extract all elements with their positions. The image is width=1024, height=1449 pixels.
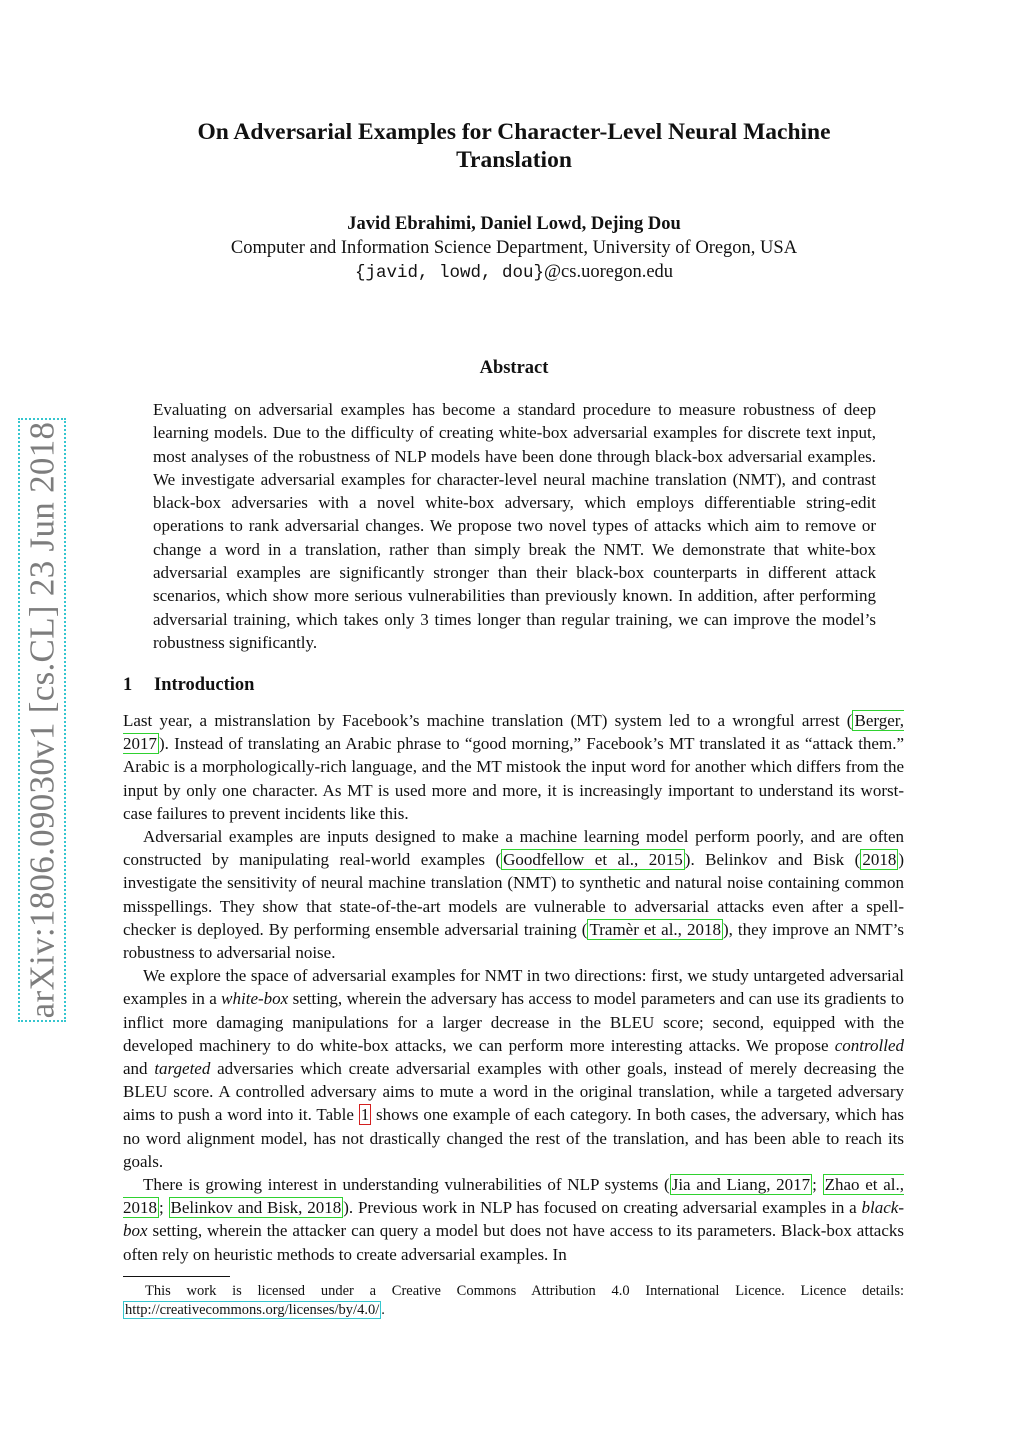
license-url-link[interactable]: http://creativecommons.org/licenses/by/4.0/ bbox=[125, 1302, 380, 1318]
footnote-rule bbox=[123, 1276, 230, 1277]
arxiv-identifier-text: arXiv:1806.09030v1 [cs.CL] 23 Jun 2018 bbox=[22, 421, 61, 1019]
citation-link[interactable]: Goodfellow et al., 2015 bbox=[503, 850, 683, 870]
intro-paragraph-1: Last year, a mistranslation by Facebook’s machine translation (MT) system led to a wrongful arrest ( Berger, 2017 ). Instead of translating an Arabic phrase to “good morning,” Facebook’s MT translated it as “attack them.” Arabic is a morphologically-rich language, and the MT mistook the input word for another which differs from the input by only one character. As MT is used more and more, it is increasingly important to understand its worst-case failures to prevent incidents like this. bbox=[123, 711, 904, 823]
intro-paragraph-2: Adversarial examples are inputs designed to make a machine learning model perform poorly, and are often constructed by manipulating real-world examples ( Goodfellow et al., 2015 ). Belinkov and Bisk ( 2018 ) investigate the sensitivity of neural machine translation (NMT) to synthetic and natural noise containing common misspellings. They show that state-of-the-art models are vulnerable to adversarial attacks even after a spell-checker is deployed. By performing ensemble adversarial training ( Tramèr et al., 2018 ), they improve an NMT’s robustness to adversarial noise. bbox=[123, 827, 904, 963]
email-domain: @cs.uoregon.edu bbox=[544, 262, 674, 282]
affiliation: Computer and Information Science Department, University of Oregon, USA bbox=[230, 238, 798, 258]
citation-link[interactable]: Belinkov and Bisk, 2018 bbox=[170, 1198, 342, 1218]
email-users: {javid, lowd, dou} bbox=[354, 263, 544, 283]
intro-paragraph-4: There is growing interest in understanding vulnerabilities of NLP systems ( Jia and Liang, 2017 ; Zhao et al., 2018 ; Belinkov and Bisk, 2018 ). Previous work in NLP has focused on creating adversarial examples in a black-box setting, wherein the attacker can query a model but does not have access to its parameters. Black-box attacks often rely on heuristic methods to create adversarial examples. In bbox=[123, 1175, 904, 1264]
arxiv-identifier-stamp[interactable] bbox=[18, 418, 66, 1022]
citation-link[interactable]: Berger, 2017 bbox=[123, 711, 904, 754]
abstract-body: Evaluating on adversarial examples has become a standard procedure to measure robustness of deep learning models. Due to the difficulty of creating white-box adversarial examples for discrete text input, most analyses of the robustness of NLP models have been done through black-box adversarial examples. We investigate adversarial examples for character-level neural machine translation (NMT), and contrast black-box adversaries with a novel white-box adversary, which employs differentiable string-edit operations to rank adversarial changes. We propose two novel types of attacks which aim to remove or change a word in a translation, rather than simply break the NMT. We demonstrate that white-box adversarial examples are significantly stronger than their black-box counterparts in different attack scenarios, which show more serious vulnerabilities than previously known. In addition, after performing adversarial training, which takes only 3 times longer than regular training, we can improve the model’s robustness significantly. bbox=[153, 400, 876, 652]
abstract-heading: Abstract bbox=[479, 358, 549, 378]
section-title: Introduction bbox=[154, 675, 255, 695]
citation-link[interactable]: Tramèr et al., 2018 bbox=[589, 919, 721, 939]
license-footnote: This work is licensed under a Creative Commons Attribution 4.0 International Licence. Licence details: http://creativecommons.org/licenses/by/4.0/ . bbox=[125, 1283, 904, 1318]
citation-link[interactable]: Zhao et al., 2018 bbox=[123, 1175, 904, 1218]
table-reference-link[interactable]: 1 bbox=[360, 1105, 370, 1125]
author-emails bbox=[150, 260, 878, 285]
introduction-body bbox=[123, 709, 904, 1266]
section-heading-introduction bbox=[123, 673, 254, 697]
author-list: Javid Ebrahimi, Daniel Lowd, Dejing Dou bbox=[347, 214, 681, 234]
citation-link[interactable]: 2018 bbox=[862, 850, 897, 870]
intro-paragraph-3: We explore the space of adversarial examples for NMT in two directions: first, we study untargeted adversarial examples in a white-box setting, wherein the adversary has access to model parameters and can use its gradients to inflict more damaging manipulations for a larger decrease in the BLEU score; second, equipped with the developed machinery to do white-box attacks, we can perform more interesting attacks. We propose controlled and targeted adversaries which create adversarial examples with other goals, instead of merely decreasing the BLEU score. A controlled adversary aims to mute a word in the original translation, while a targeted adversary aims to push a word into it. Table 1 shows one example of each category. In both cases, the adversary, which has no word alignment model, has not drastically changed the rest of the translation, and has been able to reach its goals. bbox=[123, 966, 905, 1171]
section-number: 1 bbox=[123, 675, 133, 695]
citation-link[interactable]: Jia and Liang, 2017 bbox=[671, 1175, 811, 1195]
paper-title: On Adversarial Examples for Character-Level Neural Machine Translation bbox=[197, 119, 831, 173]
